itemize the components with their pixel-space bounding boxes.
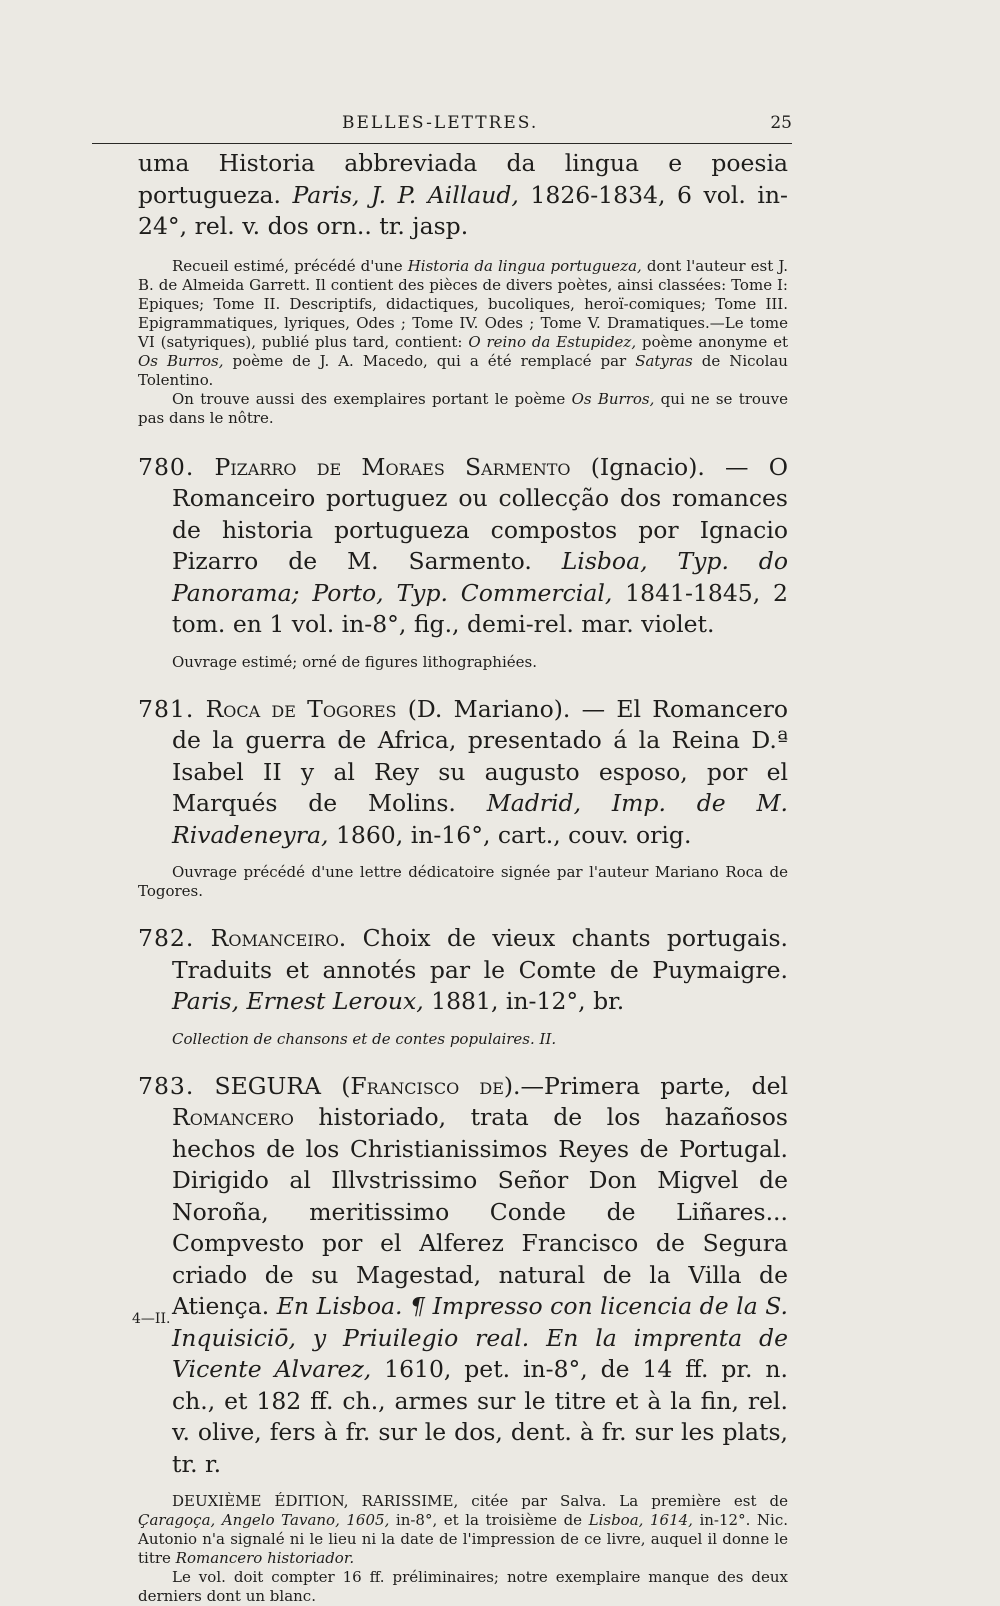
entry-781: 781. Roca de Togores (D. Mariano). — El Romancero de la guerra de Africa, presentado á la Reina D.ª Isabel II y al Rey su augusto esposo, por el Marqués de Molins. Madrid, Imp. de M. Rivadeneyra, 1860, in-16°, cart., couv. orig.	[138, 694, 788, 849]
entry-779-continuation: uma Historia abbreviada da lingua e poesia portugueza. Paris, J. P. Aillaud, 1826-1834, 6 vol. in-24°, rel. v. dos orn.. tr. jasp.	[138, 149, 788, 240]
entry-780: 780. Pizarro de Moraes Sarmento (Ignacio). — O Romanceiro portuguez ou collecção dos romances de historia portugueza compostos por Ignacio Pizarro de M. Sarmento. Lisboa, Typ. do Panorama; Porto, Typ. Commercial, 1841-1845, 2 tom. en 1 vol. in-8°, fig., demi-rel. mar. violet.	[138, 452, 788, 638]
entry-782: 782. Romanceiro. Choix de vieux chants portugais. Traduits et annotés par le Comte de Puymaigre. Paris, Ernest Leroux, 1881, in-12°, br.	[138, 924, 788, 1015]
entry-783: 783. SEGURA (Francisco de).—Primera parte, del Romancero historiado, trata de los hazañosos hechos de los Christianissimos Reyes de Portugal. Dirigido al Illvstrissimo Señor Don Migvel de Noroña, meritissimo Conde de Liñares... Compvesto por el Alferez Francisco de Segura criado de su Magestad, natural de la Villa de Atiença. En Lisboa. ¶ Impresso con licencia de la S. Inquisiciō, y Priuilegio real. En la imprenta de Vicente Alvarez, 1610, pet. in-8°, de 14 ff. pr. n. ch., et 182 ff. ch., armes sur le titre et à la fin, rel. v. olive, fers à fr. sur le dos, dent. à fr. sur les plats, tr. r.	[138, 1071, 789, 1478]
running-head: BELLES-LETTRES.	[342, 113, 539, 133]
page-number: 25	[770, 113, 792, 133]
entry-781-note: Ouvrage précédé d'une lettre dédicatoire signée par l'auteur Mariano Roca de Togores.	[138, 863, 788, 900]
entry-782-note: Collection de chansons et de contes populaires. II.	[172, 1029, 557, 1048]
entry-780-note: Ouvrage estimé; orné de figures lithographiées.	[172, 652, 537, 671]
entry-783-note-2: Le vol. doit compter 16 ff. préliminaires; notre exemplaire manque des deux derniers dont un blanc.	[138, 1568, 788, 1605]
entry-779-note: Recueil estimé, précédé d'une Historia da lingua portugueza, dont l'auteur est J. B. de Almeida Garrett. Il contient des pièces de divers poètes, ainsi classées: Tome I: Epiques; Tome II. Descriptifs, didactiques, bucoliques, heroï-comiques; Tome III. Epigrammatiques, lyriques, Odes ; Tome IV. Odes ; Tome V. Dramatiques.—Le tome VI (satyriques), publié plus tard, contient: O reino da Estupidez, poème anonyme et Os Burros, poème de J. A. Macedo, qui a été remplacé par Satyras de Nicolau Tolentino.	[138, 256, 788, 389]
entry-783-note: DEUXIÈME ÉDITION, RARISSIME, citée par Salva. La première est de Çaragoça, Angelo Tavano, 1605, in-8°, et la troisième de Lisboa, 1614, in-12°. Nic. Autonio n'a signalé ni le lieu ni la date de l'impression de ce livre, auquel il donne le titre Romancero historiador.	[138, 1492, 788, 1567]
page-body	[138, 148, 788, 1606]
entry-779-note-2: On trouve aussi des exemplaires portant le poème Os Burros, qui ne se trouve pas dans le nôtre.	[138, 389, 788, 427]
page-header	[92, 113, 792, 144]
printer-signature: 4—II.	[132, 1311, 171, 1327]
